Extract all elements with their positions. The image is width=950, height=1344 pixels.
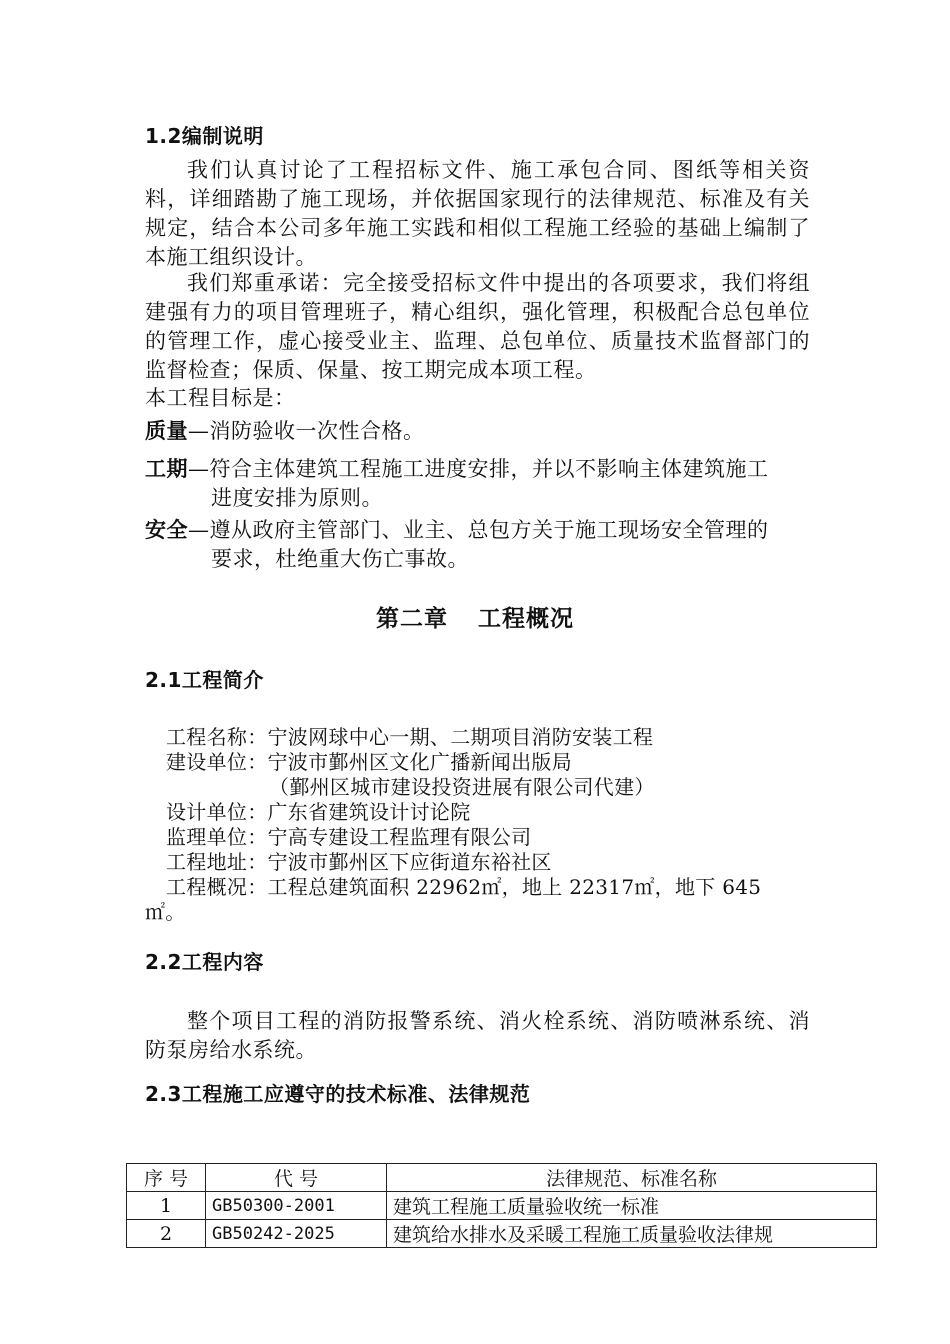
goal-text: —符合主体建筑工程施工进度安排，并以不影响主体建筑施工 (188, 457, 769, 481)
info-project-name: 工程名称：宁波网球中心一期、二期项目消防安装工程 (166, 725, 654, 749)
goal-schedule (145, 455, 810, 513)
chapter-title (0, 600, 950, 633)
table-cell-index: 1 (127, 1192, 206, 1220)
goal-text: —遵从政府主管部门、业主、总包方关于施工现场安全管理的 (188, 518, 769, 542)
table-cell-name: 建筑工程施工质量验收统一标准 (387, 1192, 877, 1220)
info-address: 工程地址：宁波市鄞州区下应街道东裕社区 (166, 850, 552, 874)
goal-safety (145, 516, 810, 574)
table-row (127, 1220, 877, 1248)
goal-term: 质量 (145, 419, 188, 443)
table-header-cell: 法律规范、标准名称 (387, 1164, 877, 1192)
info-supervisor: 监理单位：宁高专建设工程监理有限公司 (166, 825, 532, 849)
table-header-cell: 序 号 (127, 1164, 206, 1192)
info-builder-agent: （鄞州区城市建设投资进展有限公司代建） (269, 775, 655, 799)
goal-text: —消防验收一次性合格。 (188, 419, 425, 443)
paragraph-compilation-note: 我们认真讨论了工程招标文件、施工承包合同、图纸等相关资料，详细踏勘了施工现场，并依据国家现行的法律规范、标准及有关规定，结合本公司多年施工实践和相似工程施工经验的基础上编制了本施工组织设计。 (145, 158, 810, 269)
table-header-cell: 代 号 (206, 1164, 387, 1192)
info-builder: 建设单位：宁波市鄞州区文化广播新闻出版局 (166, 750, 572, 774)
paragraph-project-content: 整个项目工程的消防报警系统、消火栓系统、消防喷淋系统、消防泵房给水系统。 (145, 1009, 810, 1062)
table-cell-index: 2 (127, 1220, 206, 1248)
info-designer: 设计单位：广东省建筑设计讨论院 (166, 800, 471, 824)
table-header-row (127, 1164, 877, 1192)
goal-term: 安全 (145, 518, 188, 542)
table-cell-code: GB50300-2001 (206, 1192, 387, 1220)
goal-text-continued: 要求，杜绝重大伤亡事故。 (211, 547, 469, 571)
goals-intro: 本工程目标是： (145, 386, 296, 410)
info-overview-tail: ㎡。 (145, 900, 186, 924)
standards-table (126, 1163, 877, 1248)
section-heading-2-2: 2.2工程内容 (145, 950, 264, 974)
table-row (127, 1192, 877, 1220)
table-cell-code: GB50242-2025 (206, 1220, 387, 1248)
chapter-number: 第二章 (376, 606, 448, 632)
section-heading-2-3: 2.3工程施工应遵守的技术标准、法律规范 (145, 1082, 531, 1106)
paragraph-commitment: 我们郑重承诺：完全接受招标文件中提出的各项要求，我们将组建强有力的项目管理班子，精心组织，强化管理，积极配合总包单位的管理工作，虚心接受业主、监理、总包单位、质量技术监督部门的监督检查；保质、保量、按工期完成本项工程。 (145, 271, 810, 382)
goal-text-continued: 进度安排为原则。 (211, 486, 383, 510)
section-heading-2-1: 2.1工程简介 (145, 668, 264, 692)
info-overview: 工程概况：工程总建筑面积 22962㎡，地上 22317㎡，地下 645 (166, 875, 762, 899)
goal-quality (145, 417, 810, 446)
chapter-name: 工程概况 (478, 606, 574, 632)
goal-term: 工期 (145, 457, 188, 481)
table-cell-name: 建筑给水排水及采暖工程施工质量验收法律规 (387, 1220, 877, 1248)
project-info (145, 725, 810, 925)
section-heading-1-2: 1.2编制说明 (145, 124, 264, 148)
